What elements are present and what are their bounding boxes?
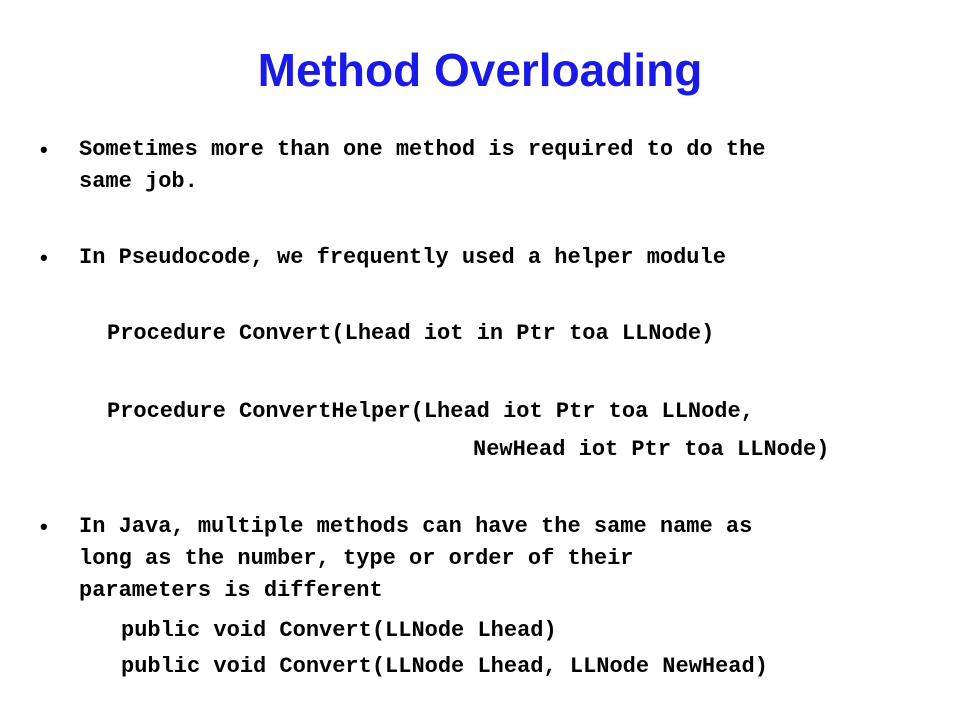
bullet-2-line-1: In Pseudocode, we frequently used a helper module xyxy=(79,245,726,270)
code-procedure-convert: Procedure Convert(Lhead iot in Ptr toa LLNode) xyxy=(107,321,715,346)
code-java-convert-1: public void Convert(LLNode Lhead) xyxy=(121,618,557,643)
bullet-3-dot: • xyxy=(40,514,48,539)
code-procedure-converthelper-line-1: Procedure ConvertHelper(Lhead iot Ptr toa LLNode, xyxy=(107,399,754,424)
slide-title: Method Overloading xyxy=(257,44,703,96)
bullet-1-dot: • xyxy=(40,137,48,162)
bullet-3-line-3: parameters is different xyxy=(79,578,383,603)
bullet-2-dot: • xyxy=(40,245,48,270)
code-procedure-converthelper-line-2: NewHead iot Ptr toa LLNode) xyxy=(473,437,830,462)
bullet-3-line-2: long as the number, type or order of their xyxy=(79,546,634,571)
bullet-1-line-1: Sometimes more than one method is required to do the xyxy=(79,137,766,162)
bullet-3-line-1: In Java, multiple methods can have the same name as xyxy=(79,514,753,539)
bullet-1-line-2: same job. xyxy=(79,169,198,194)
code-java-convert-2: public void Convert(LLNode Lhead, LLNode NewHead) xyxy=(121,654,768,679)
